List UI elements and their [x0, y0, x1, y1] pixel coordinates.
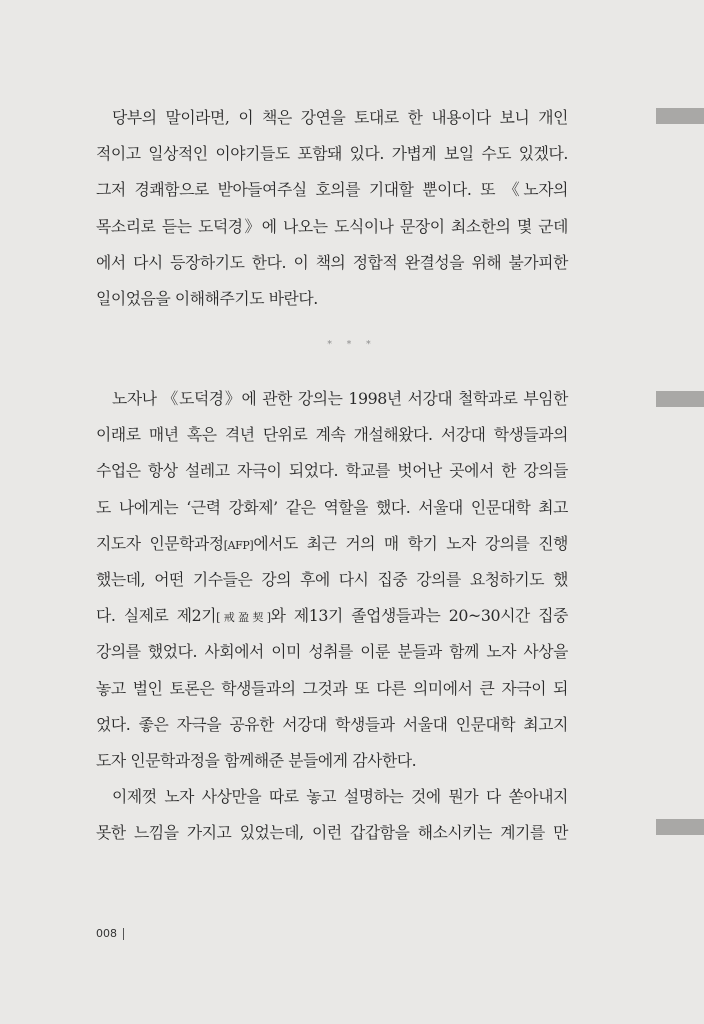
text-line: 수업은 항상 설레고 자극이 되었다. 학교를 벗어난 곳에서 한 강의들	[96, 461, 568, 481]
text-segment: 에서도 최근 거의 매 학기 노자 강의를 진행	[253, 533, 569, 553]
text-line: 도 나에게는 ‘근력 강화제’ 같은 역할을 했다. 서울대 인문대학 최고	[96, 497, 568, 517]
edge-tab-marker	[656, 819, 704, 835]
text-line	[96, 526, 568, 562]
text-line	[96, 598, 568, 634]
paragraph-2	[96, 381, 568, 851]
footer-separator	[123, 928, 124, 940]
text-line: 강의를 했었다. 사회에서 이미 성취를 이룬 분들과 함께 노자 사상을	[96, 642, 568, 662]
text-line: 일이었음을 이해해주기도 바란다.	[96, 288, 318, 308]
text-line: 도자 인문학과정을 함께해준 분들에게 감사한다.	[96, 750, 417, 770]
text-line: 목소리로 듣는 도덕경》에 나오는 도식이나 문장이 최소한의 몇 군데	[96, 216, 568, 236]
text-line: 당부의 말이라면, 이 책은 강연을 토대로 한 내용이다 보니 개인	[112, 108, 568, 127]
text-line: 그저 경쾌함으로 받아들여주실 호의를 기대할 뿐이다. 또 《노자의	[96, 180, 568, 200]
text-segment: 다. 실제로 제2기	[96, 606, 217, 626]
text-line: 었다. 좋은 자극을 공유한 서강대 학생들과 서울대 인문대학 최고지	[96, 714, 568, 734]
text-segment: 지도자 인문학과정	[96, 533, 224, 553]
text-line: 이래로 매년 혹은 격년 단위로 계속 개설해왔다. 서강대 학생들과의	[96, 425, 568, 445]
inline-annotation: [AFP]	[223, 538, 254, 552]
text-line: 이제껏 노자 사상만을 따로 놓고 설명하는 것에 뭔가 다 쏟아내지	[112, 787, 568, 807]
paragraph-1	[96, 100, 568, 317]
edge-tab-marker	[656, 108, 704, 124]
text-line: 못한 느낌을 가지고 있었는데, 이런 갑갑함을 해소시키는 계기를 만	[96, 823, 568, 843]
text-line: 노자나 《도덕경》에 관한 강의는 1998년 서강대 철학과로 부임한	[112, 389, 568, 408]
page-footer	[96, 927, 124, 940]
text-line: 에서 다시 등장하기도 한다. 이 책의 정합적 완결성을 위해 불가피한	[96, 252, 568, 272]
text-segment: 와 제13기 졸업생들과는 20~30시간 집중	[270, 606, 568, 626]
page-number: 008	[96, 927, 117, 940]
inline-annotation: [戒盈契]	[216, 611, 271, 625]
section-divider: * * *	[327, 340, 377, 350]
text-line: 놓고 벌인 토론은 학생들과의 그것과 또 다른 의미에서 큰 자극이 되	[96, 678, 568, 698]
edge-tab-marker	[656, 391, 704, 407]
text-line: 했는데, 어떤 기수들은 강의 후에 다시 집중 강의를 요청하기도 했	[96, 569, 568, 589]
text-line: 적이고 일상적인 이야기들도 포함돼 있다. 가볍게 보일 수도 있겠다.	[96, 144, 568, 164]
